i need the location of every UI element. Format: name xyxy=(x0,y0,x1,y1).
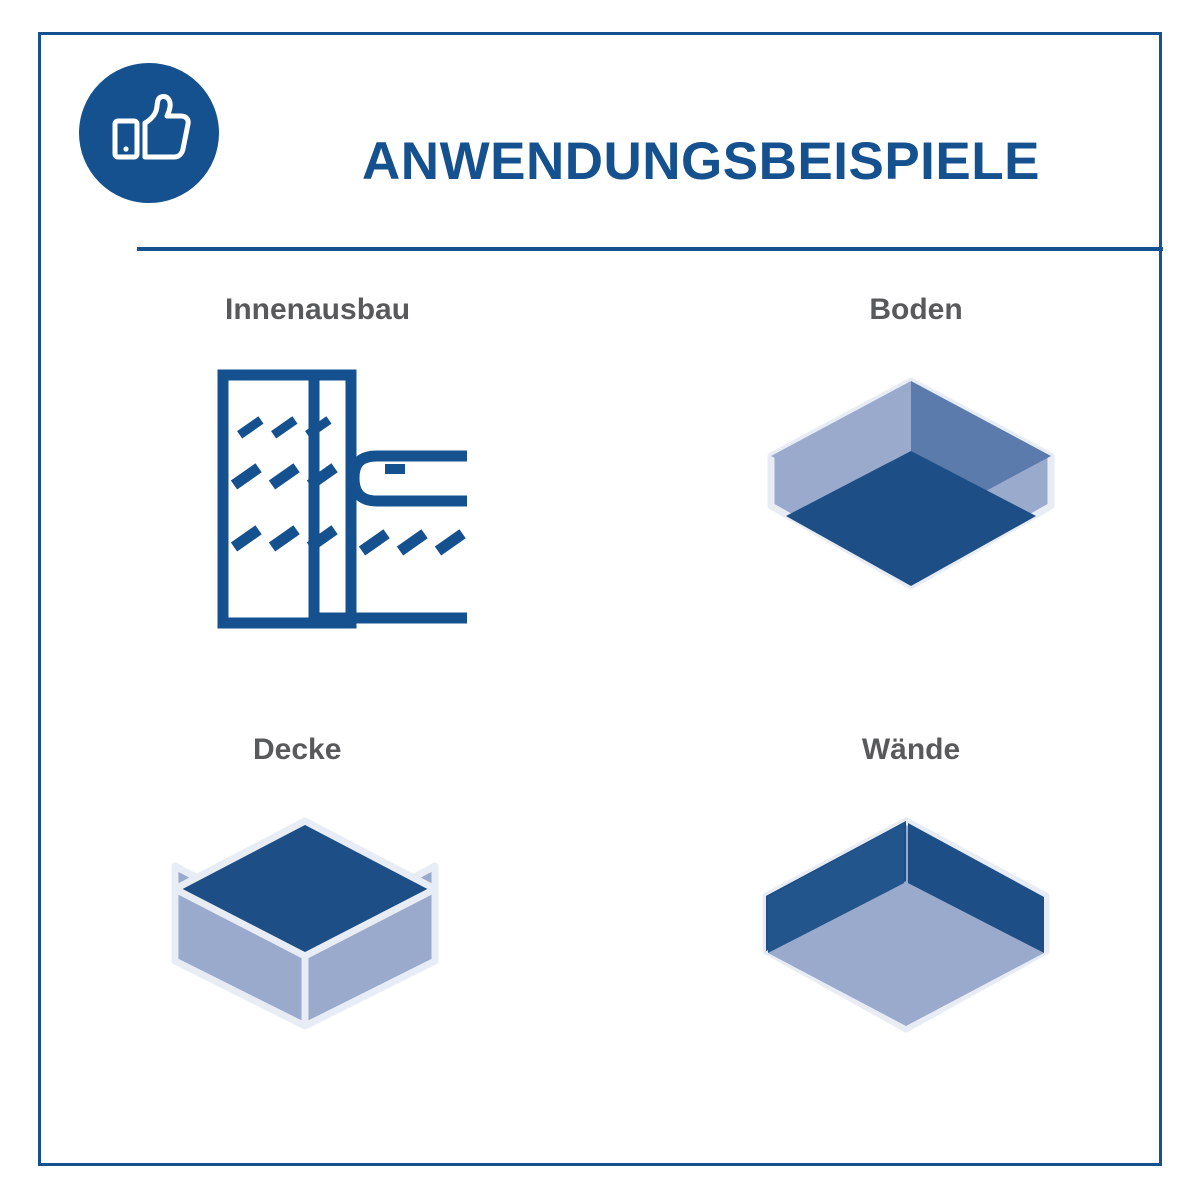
application-examples-panel xyxy=(38,32,1162,1166)
ceiling-isometric-icon xyxy=(101,771,631,1101)
thumbs-up-badge xyxy=(73,57,225,209)
header-divider xyxy=(137,247,1163,251)
interior-fit-out-icon xyxy=(101,331,631,661)
example-label: Innenausbau xyxy=(225,293,411,326)
example-item-innenausbau xyxy=(101,275,631,715)
example-label: Decke xyxy=(253,733,342,766)
example-item-waende xyxy=(631,715,1161,1155)
walls-isometric-icon xyxy=(631,771,1161,1101)
example-item-boden xyxy=(631,275,1161,715)
example-item-decke xyxy=(101,715,631,1155)
example-label: Boden xyxy=(869,293,963,326)
thumbs-up-icon xyxy=(101,83,197,184)
example-label: Wände xyxy=(861,733,961,766)
floor-isometric-icon xyxy=(631,331,1161,661)
page-title: ANWENDUNGSBEISPIELE xyxy=(362,132,1040,191)
examples-grid xyxy=(101,275,1161,1155)
